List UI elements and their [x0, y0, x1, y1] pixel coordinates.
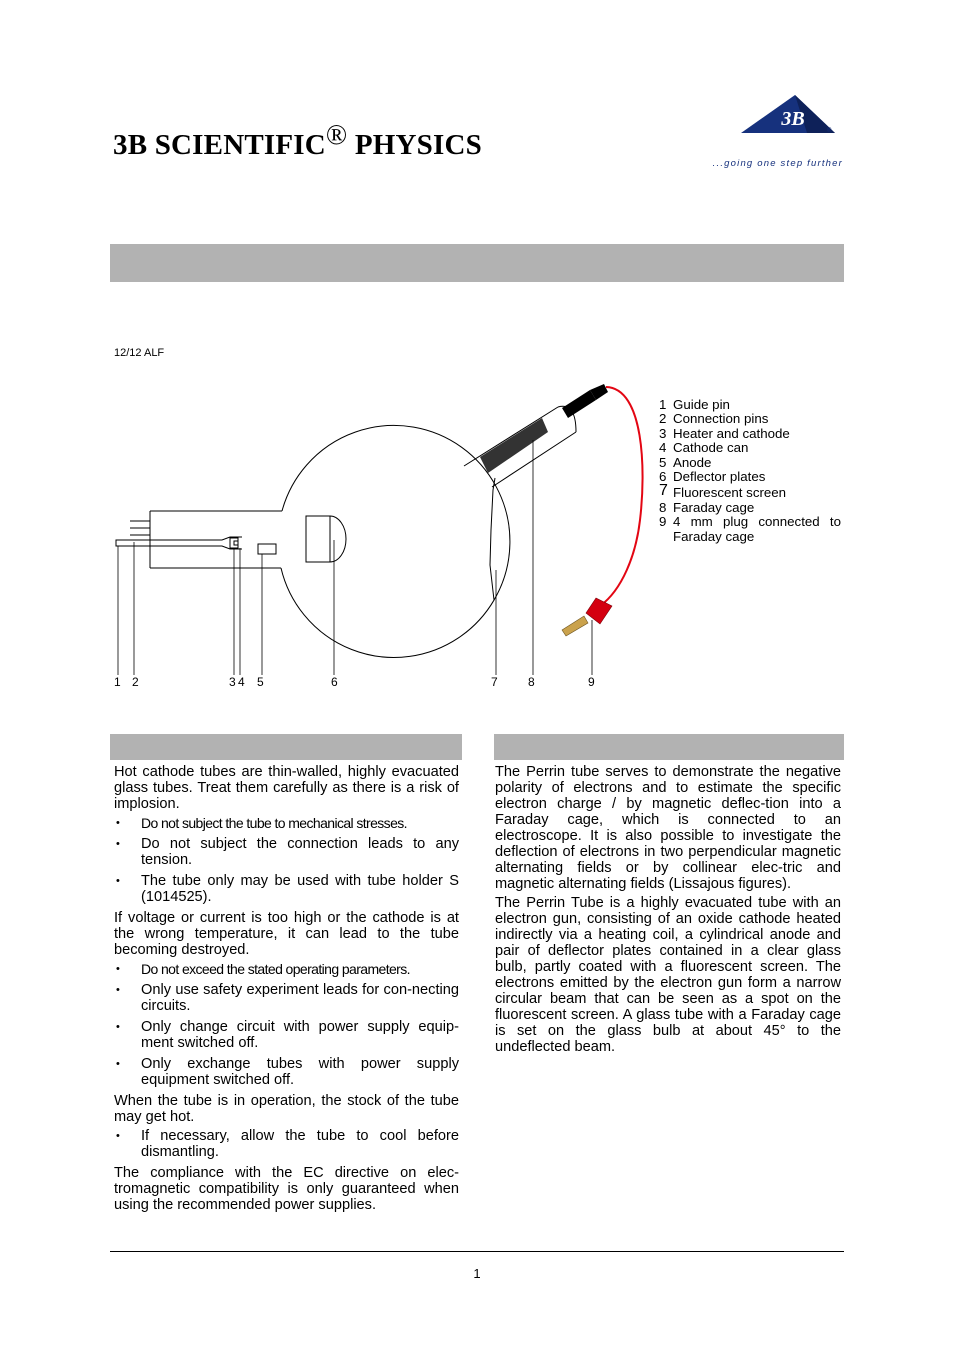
faraday-cage — [480, 418, 548, 473]
list-item: • Do not subject the connection leads to any tension. — [114, 836, 459, 868]
legend-number: 5 — [659, 454, 667, 470]
legend-text: Cathode can — [673, 440, 749, 456]
list-item: • Only exchange tubes with power supply equipment switched off. — [114, 1056, 459, 1088]
safety-paragraph: If voltage or current is too high or the cathode is at the wrong temperature, it can lead to the tube becoming destroyed. — [114, 910, 459, 958]
legend-item — [659, 470, 841, 484]
anode — [258, 544, 276, 554]
gun-stem — [150, 537, 242, 549]
label-8: 8 — [528, 675, 535, 689]
safety-paragraph: When the tube is in operation, the stock of the tube may get hot. — [114, 1093, 459, 1125]
safety-paragraph: Hot cathode tubes are thin-walled, highly evacuated glass tubes. Treat them carefully as there is a risk of implosion. — [114, 764, 459, 812]
list-item: • If necessary, allow the tube to cool before dismantling. — [114, 1128, 459, 1160]
company-logo — [697, 95, 845, 171]
legend-number: 7 — [659, 482, 668, 500]
legend-item — [659, 456, 841, 470]
safety-list — [114, 815, 459, 905]
legend-number: 4 — [659, 440, 667, 456]
plug-pin — [562, 616, 588, 636]
legend-number: 8 — [659, 499, 667, 515]
list-item: • Only change circuit with power supply equip-ment switched off. — [114, 1019, 459, 1051]
plug-body — [586, 598, 612, 624]
legend-text: Anode — [673, 454, 712, 470]
brand-name-left: 3B SCIENTIFIC — [113, 129, 326, 161]
legend-item-continued — [659, 530, 841, 544]
legend-item — [659, 441, 841, 455]
legend-item — [659, 427, 841, 441]
footer-rule — [110, 1251, 844, 1252]
legend-item — [659, 412, 841, 426]
logo-tagline: ...going one step further — [712, 158, 843, 169]
figure-legend — [659, 398, 841, 544]
list-item: • Do not exceed the stated operating parameters. — [114, 961, 459, 977]
connection-pins — [130, 521, 150, 535]
cable-connector — [562, 390, 596, 418]
description-section-bar — [494, 734, 844, 760]
guide-pin — [116, 540, 150, 546]
safety-column — [114, 764, 459, 1216]
deflector-plates — [306, 516, 330, 562]
label-1: 1 — [114, 675, 121, 689]
label-4: 4 — [238, 675, 245, 689]
legend-text: Heater and cathode — [673, 425, 790, 441]
safety-list — [114, 1128, 459, 1160]
fluorescent-screen — [490, 478, 495, 600]
safety-list — [114, 961, 459, 1088]
legend-number: 6 — [659, 469, 667, 485]
registered-mark: ® — [325, 120, 348, 151]
list-item: • The tube only may be used with tube holder S (1014525). — [114, 873, 459, 905]
logo-registered: ® — [827, 128, 832, 134]
legend-item — [659, 398, 841, 412]
safety-paragraph: The compliance with the EC directive on elec-tromagnetic compatibility is only guaranteed when using the recommended power supplies. — [114, 1165, 459, 1213]
legend-item — [659, 515, 841, 529]
label-2: 2 — [132, 675, 139, 689]
perrin-tube-diagram — [110, 380, 650, 690]
logo-text: 3B — [781, 108, 805, 130]
label-9: 9 — [588, 675, 595, 689]
safety-section-bar — [110, 734, 462, 760]
legend-text: Connection pins — [673, 411, 769, 427]
cathode — [234, 541, 238, 545]
glass-bulb — [281, 425, 510, 657]
tube-end — [330, 516, 346, 562]
label-5: 5 — [257, 675, 264, 689]
title-bar — [110, 244, 844, 282]
legend-text: Fluorescent screen — [673, 485, 787, 501]
legend-text: Guide pin — [673, 397, 730, 412]
legend-number: 1 — [659, 397, 667, 412]
description-paragraph: The Perrin tube serves to demonstrate the negative polarity of electrons and to estimate the specific electron charge / by magnetic deflec-tion into a Faraday cage, which is connected to an electroscope. It is also possible to investigate the deflection of electrons in two perpendicular magnetic alternating fields or by collinear elec-tric and magnetic alternating fields (Lissajous figures). — [495, 764, 841, 892]
label-7: 7 — [491, 675, 498, 689]
legend-number: 9 — [659, 514, 667, 530]
legend-item — [659, 501, 841, 515]
red-cable — [600, 387, 643, 606]
description-column — [495, 764, 841, 1058]
legend-number: 2 — [659, 411, 667, 427]
legend-number: 3 — [659, 425, 667, 441]
page-number: 1 — [473, 1266, 481, 1281]
label-3: 3 — [229, 675, 236, 689]
list-item: • Do not subject the tube to mechanical stresses. — [114, 815, 459, 831]
list-item: • Only use safety experiment leads for con-necting circuits. — [114, 982, 459, 1014]
legend-text: Faraday cage — [673, 499, 755, 515]
label-6: 6 — [331, 675, 338, 689]
brand-name-right: PHYSICS — [354, 129, 482, 161]
description-paragraph: The Perrin Tube is a highly evacuated tube with an electron gun, consisting of an oxide cathode heated indirectly via a heating coil, a cylindrical anode and pair of deflector plates contained in a clear glass bulb, partly coated with a fluorescent screen. The electrons emitted by the electron gun form a narrow circular beam that can be seen as a spot on the fluorescent screen. A glass tube with a Faraday cage is set on the glass bulb at about 45° to the undeflected beam. — [495, 895, 841, 1055]
legend-text: Deflector plates — [673, 469, 766, 485]
legend-item — [659, 484, 841, 500]
legend-text: 4 mm plug connected to — [673, 514, 841, 530]
document-code: 12/12 ALF — [114, 347, 165, 359]
legend-text: Faraday cage — [673, 528, 755, 544]
brand-title — [113, 120, 482, 162]
